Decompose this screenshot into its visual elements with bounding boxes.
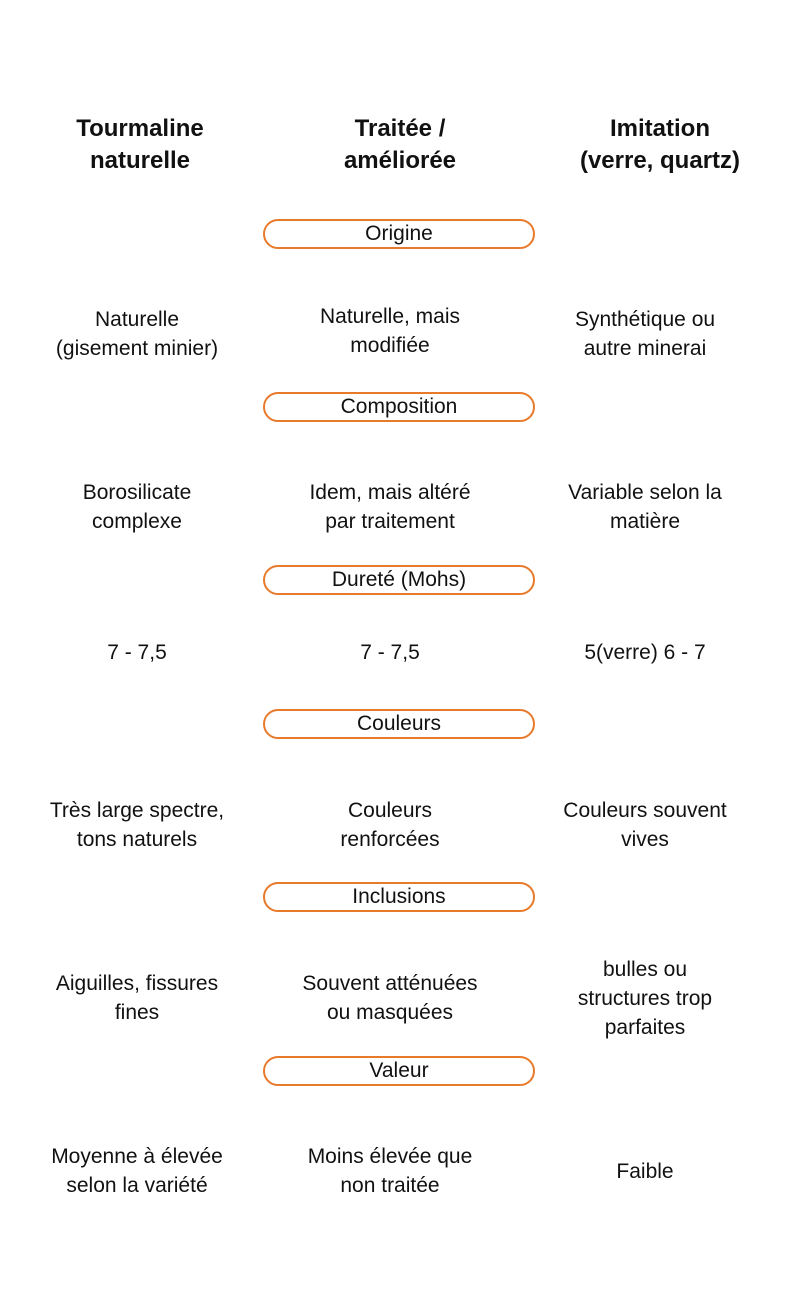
- cell-origine-imitation: Synthétique ou autre minerai: [574, 308, 716, 360]
- section-label-composition: Composition: [263, 392, 535, 422]
- section-label-valeur: Valeur: [263, 1056, 535, 1086]
- cell-inclusions-natural: Aiguilles, fissures fines: [55, 972, 219, 1024]
- cell-valeur-imitation: Faible: [616, 1159, 674, 1183]
- section-label-durete: Dureté (Mohs): [263, 565, 535, 595]
- cell-durete-natural: 7 - 7,5: [107, 640, 167, 664]
- section-label-inclusions: Inclusions: [263, 882, 535, 912]
- cell-origine-treated: Naturelle, mais modifiée: [319, 305, 461, 357]
- header-imitation: Imitation (verre, quartz): [579, 115, 741, 174]
- cell-durete-treated: 7 - 7,5: [360, 640, 420, 664]
- cell-couleurs-natural: Très large spectre, tons naturels: [49, 799, 225, 851]
- cell-durete-imitation: 5(verre) 6 - 7: [584, 640, 706, 664]
- section-label-couleurs: Couleurs: [263, 709, 535, 739]
- cell-inclusions-imitation: bulles ou structures trop parfaites: [577, 957, 713, 1039]
- cell-valeur-treated: Moins élevée que non traitée: [307, 1145, 473, 1197]
- cell-composition-imitation: Variable selon la matière: [568, 481, 722, 533]
- cell-couleurs-imitation: Couleurs souvent vives: [563, 799, 727, 851]
- cell-couleurs-treated: Couleurs renforcées: [340, 799, 440, 851]
- header-treated-improved: Traitée / améliorée: [343, 115, 457, 174]
- header-natural-tourmaline: Tourmaline naturelle: [76, 115, 204, 174]
- cell-composition-treated: Idem, mais altéré par traitement: [309, 481, 471, 533]
- cell-valeur-natural: Moyenne à élevée selon la variété: [51, 1145, 223, 1197]
- cell-composition-natural: Borosilicate complexe: [82, 481, 192, 533]
- cell-origine-natural: Naturelle (gisement minier): [55, 308, 219, 360]
- section-label-origine: Origine: [263, 219, 535, 249]
- cell-inclusions-treated: Souvent atténuées ou masquées: [302, 972, 478, 1024]
